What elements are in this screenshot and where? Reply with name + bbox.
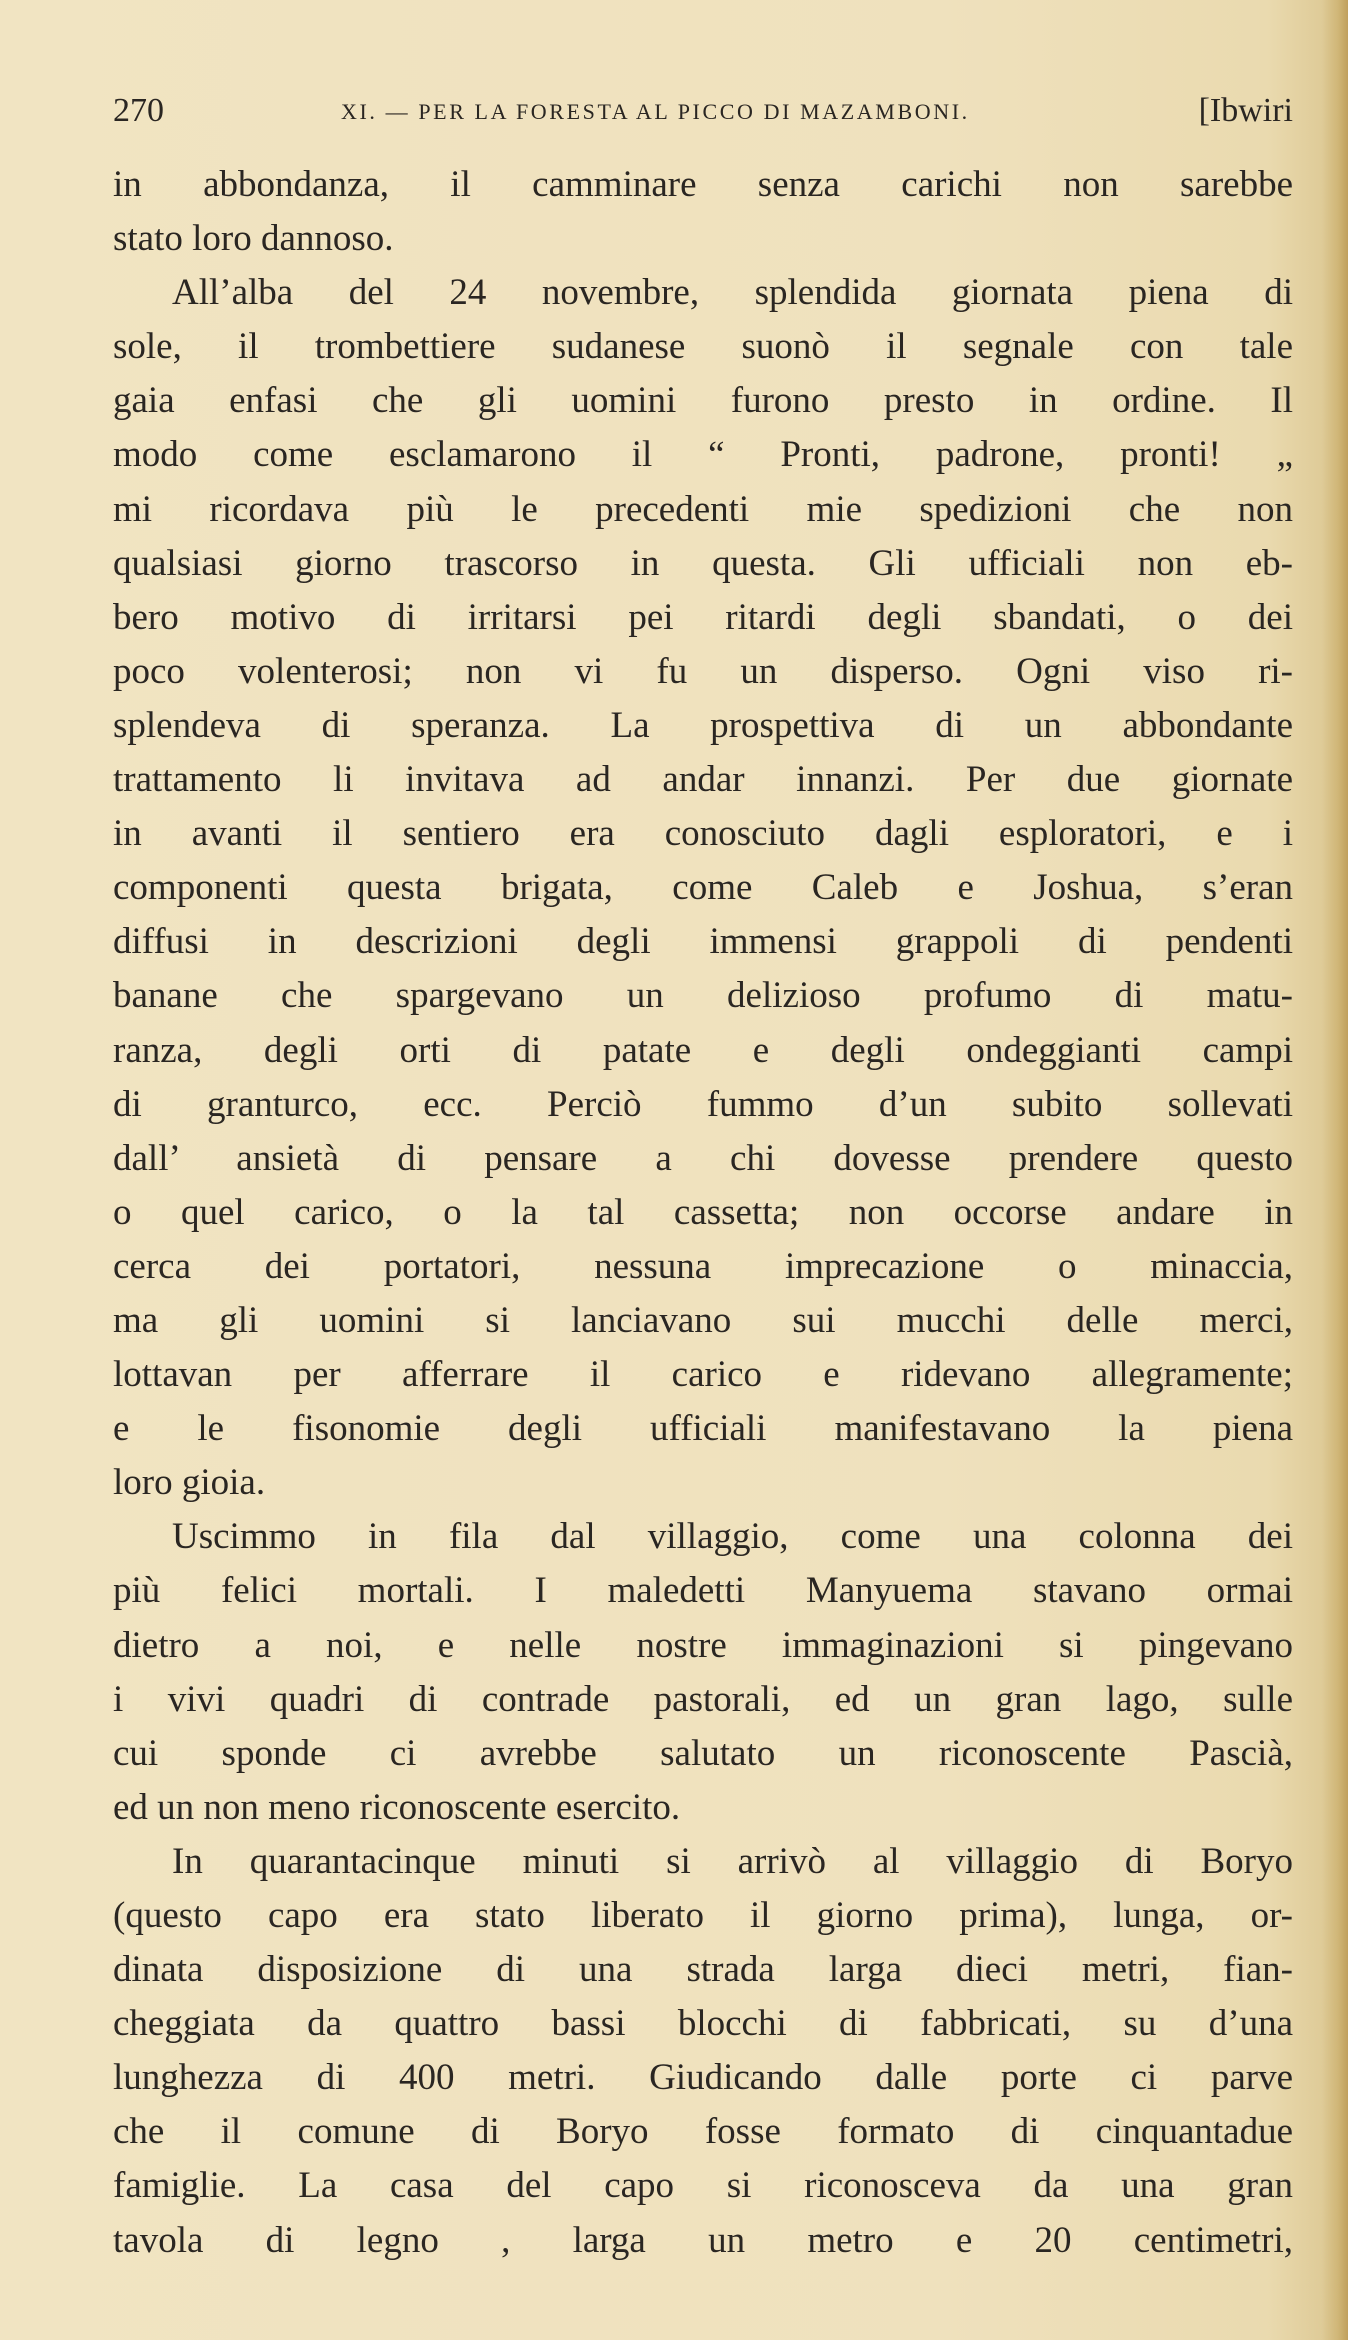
text-line: i vivi quadri di contrade pastorali, ed un gran lago, sulle <box>113 1678 1293 1720</box>
text-line: All’alba del 24 novembre, splendida giornata piena di <box>172 272 1293 314</box>
text-line: cheggiata da quattro bassi blocchi di fabbricati, su d’una <box>113 2003 1293 2045</box>
text-line: cui sponde ci avrebbe salutato un riconoscente Pascià, <box>113 1732 1293 1774</box>
text-line: dinata disposizione di una strada larga dieci metri, fian- <box>113 1949 1293 1991</box>
text-line: dietro a noi, e nelle nostre immaginazioni si pingevano <box>113 1624 1293 1666</box>
text-line: cerca dei portatori, nessuna imprecazione o minaccia, <box>113 1245 1293 1287</box>
text-line: Uscimmo in fila dal villaggio, come una colonna dei <box>172 1516 1293 1558</box>
text-line: gaia enfasi che gli uomini furono presto in ordine. Il <box>113 380 1293 422</box>
text-line: poco volenterosi; non vi fu un disperso. Ogni viso ri- <box>113 650 1293 692</box>
body-text <box>113 158 1293 2268</box>
text-line: che il comune di Boryo fosse formato di cinquantadue <box>113 2111 1293 2153</box>
text-line: componenti questa brigata, come Caleb e Joshua, s’eran <box>113 867 1293 909</box>
page-edge-shadow <box>1322 0 1348 2340</box>
text-line: lunghezza di 400 metri. Giudicando dalle porte ci parve <box>113 2057 1293 2099</box>
text-line: banane che spargevano un delizioso profumo di matu- <box>113 975 1293 1017</box>
text-line: più felici mortali. I maledetti Manyuema stavano ormai <box>113 1570 1293 1612</box>
text-line: splendeva di speranza. La prospettiva di un abbondante <box>113 704 1293 746</box>
text-line: ed un non meno riconoscente esercito. <box>113 1786 681 1828</box>
running-header <box>113 88 1293 136</box>
text-line: ma gli uomini si lanciavano sui mucchi delle merci, <box>113 1299 1293 1341</box>
text-line: qualsiasi giorno trascorso in questa. Gli ufficiali non eb- <box>113 542 1293 584</box>
text-line: dall’ ansietà di pensare a chi dovesse prendere questo <box>113 1137 1293 1179</box>
text-line: in abbondanza, il camminare senza carichi non sarebbe <box>113 164 1293 205</box>
text-line: (questo capo era stato liberato il giorno prima), lunga, or- <box>113 1895 1293 1936</box>
text-line: sole, il trombettiere sudanese suonò il segnale con tale <box>113 326 1293 368</box>
section-reference: [Ibwiri <box>1198 92 1293 129</box>
text-line: loro gioia. <box>113 1462 266 1504</box>
text-line: tavola di legno , larga un metro e 20 centimetri, <box>113 2219 1293 2261</box>
text-line: in avanti il sentiero era conosciuto dagli esploratori, e i <box>113 813 1293 855</box>
page-number: 270 <box>113 92 164 129</box>
text-line: ranza, degli orti di patate e degli ondeggianti campi <box>113 1029 1293 1071</box>
text-line: diffusi in descrizioni degli immensi grappoli di pendenti <box>113 921 1293 963</box>
text-line: trattamento li invitava ad andar innanzi. Per due giornate <box>113 759 1293 801</box>
text-line: famiglie. La casa del capo si riconosceva da una gran <box>113 2165 1293 2207</box>
text-line: o quel carico, o la tal cassetta; non occorse andare in <box>113 1191 1293 1233</box>
text-line: lottavan per afferrare il carico e ridevano allegramente; <box>113 1354 1293 1396</box>
running-title: XI. — PER LA FORESTA AL PICCO DI MAZAMBONI. <box>341 99 970 124</box>
text-line: e le fisonomie degli ufficiali manifestavano la piena <box>113 1408 1293 1450</box>
text-line: modo come esclamarono il “ Pronti, padrone, pronti! „ <box>113 434 1293 476</box>
text-line: stato loro dannoso. <box>113 218 394 260</box>
text-line: mi ricordava più le precedenti mie spedizioni che non <box>113 488 1293 530</box>
text-line: bero motivo di irritarsi pei ritardi degli sbandati, o dei <box>113 596 1293 638</box>
text-line: In quarantacinque minuti si arrivò al villaggio di Boryo <box>172 1840 1293 1882</box>
text-line: di granturco, ecc. Perciò fummo d’un subito sollevati <box>113 1083 1293 1125</box>
